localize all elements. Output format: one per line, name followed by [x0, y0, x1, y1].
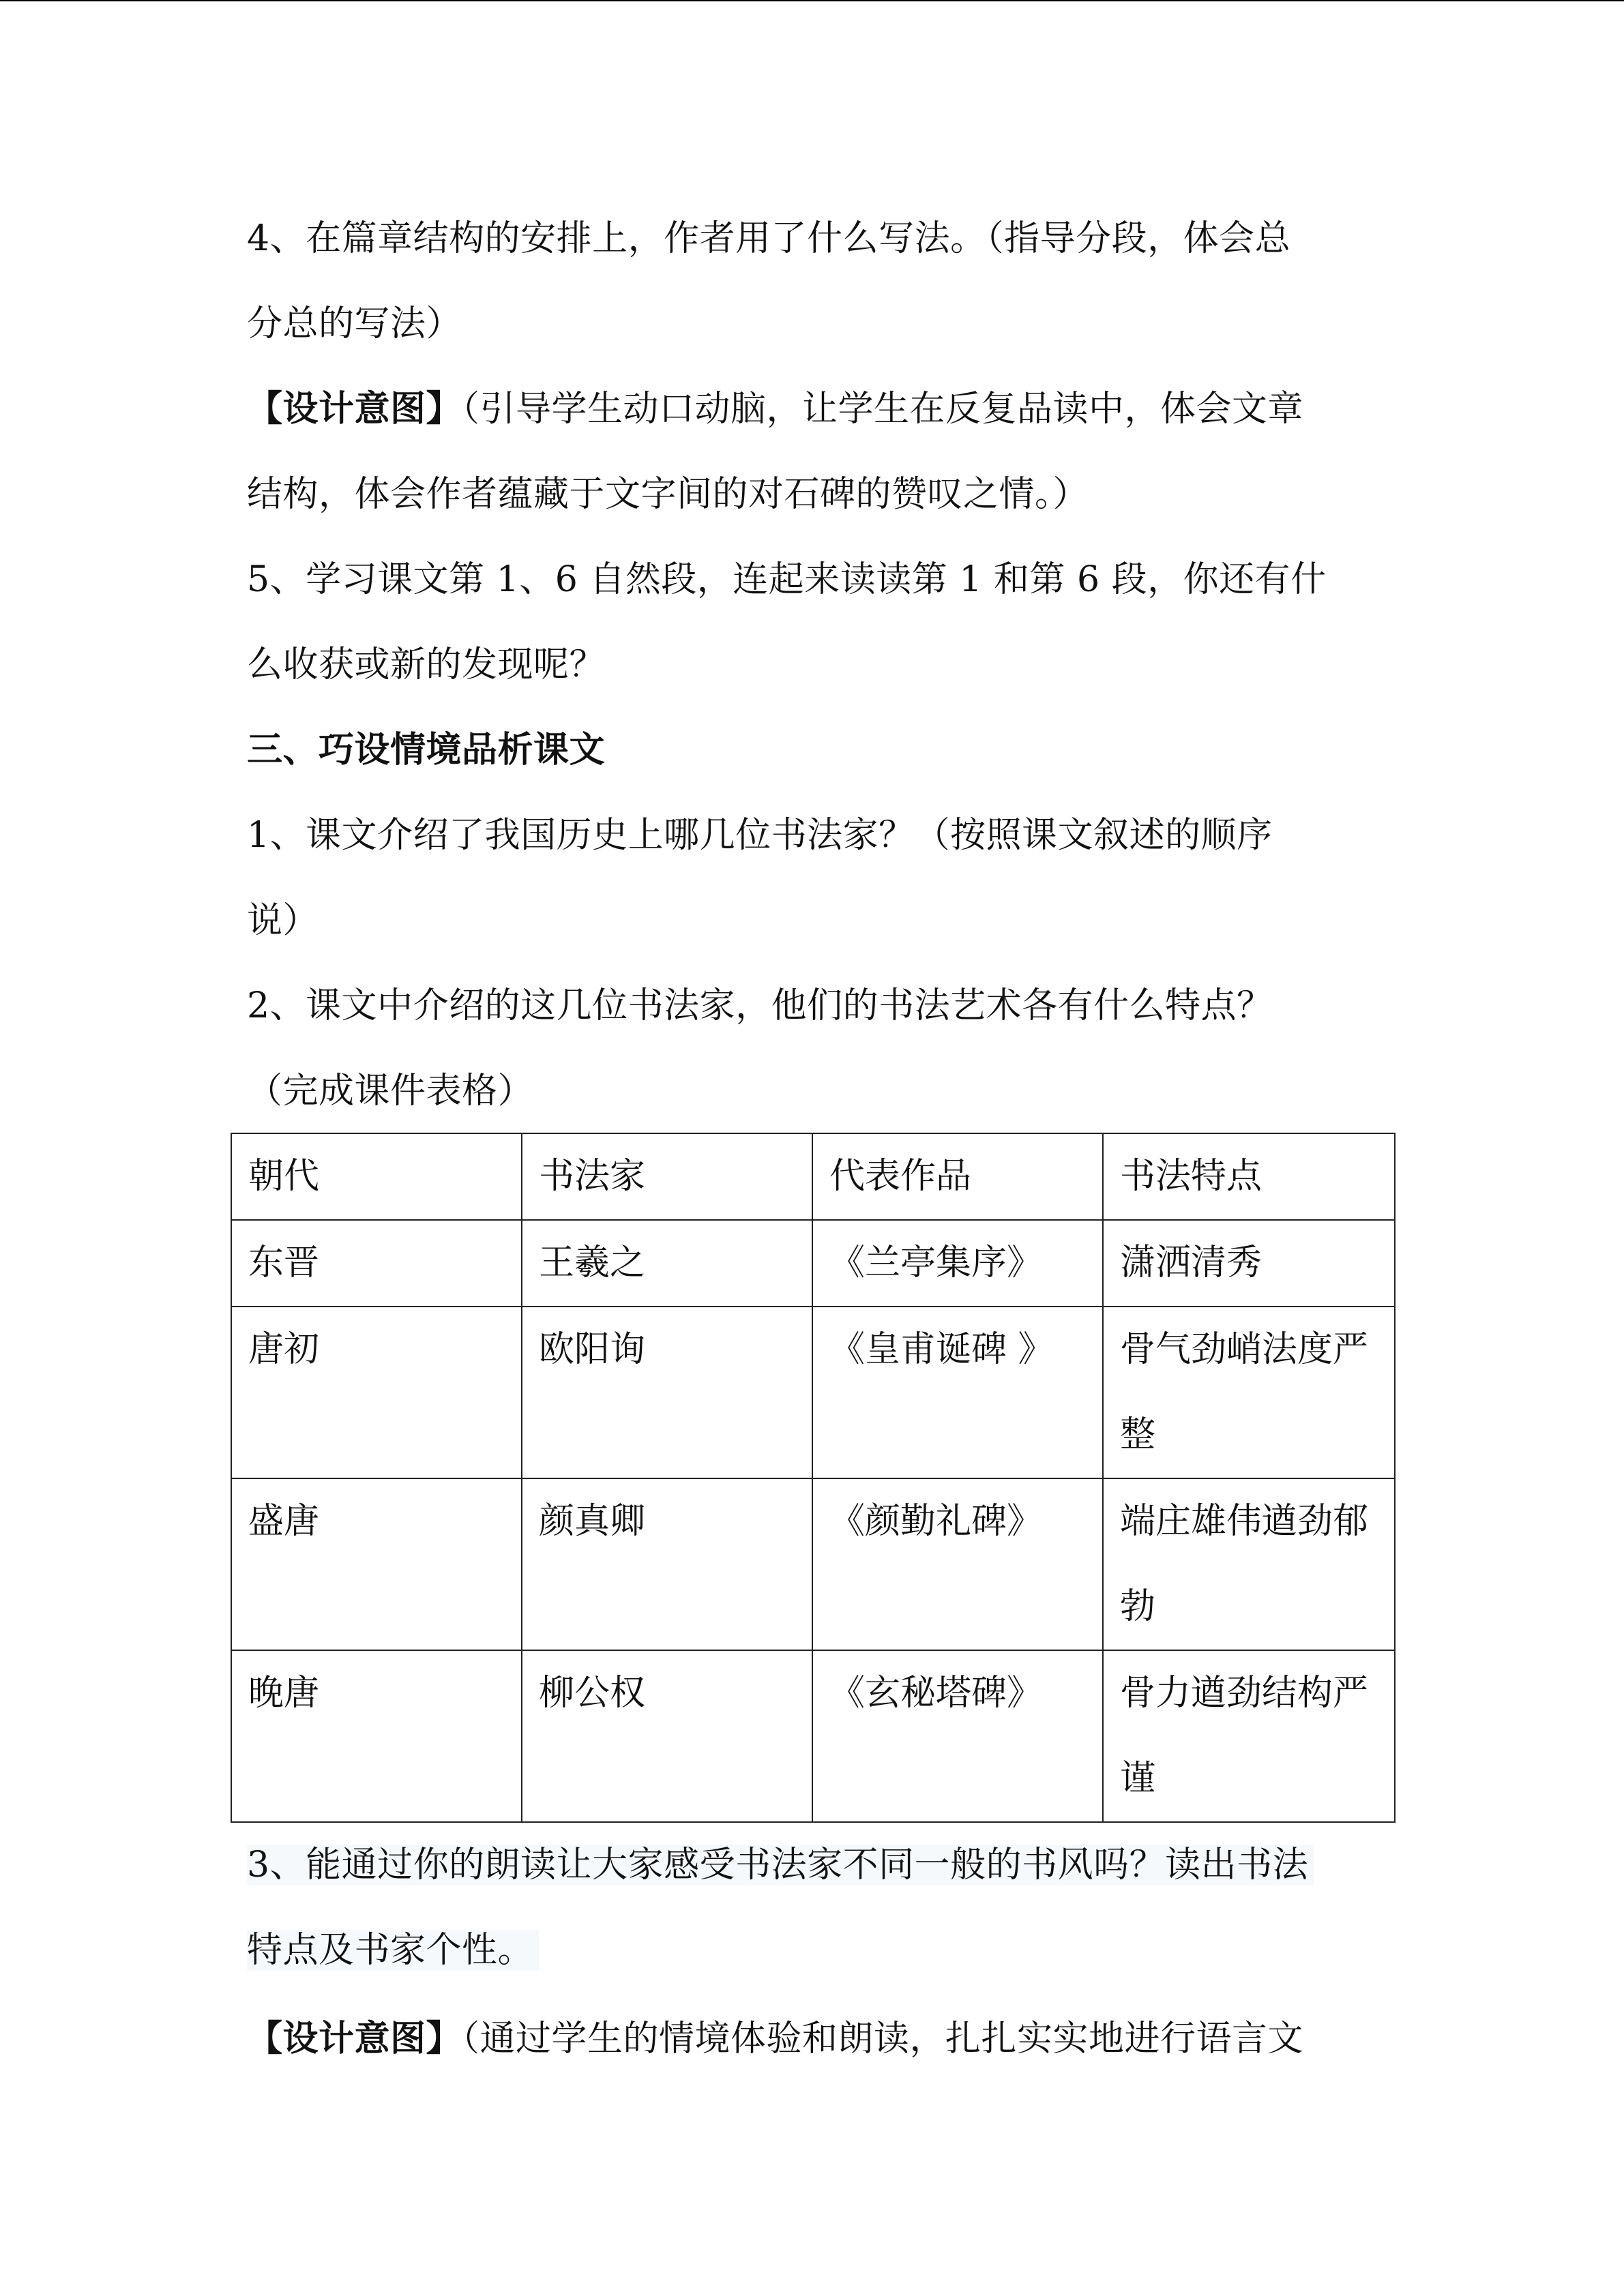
table-header-row — [231, 1133, 1395, 1220]
cell-calligrapher: 柳公权 — [522, 1650, 812, 1822]
cell-work: 《颜勤礼碑》 — [812, 1478, 1103, 1650]
header-calligraphy-feature: 书法特点 — [1103, 1133, 1395, 1220]
cell-feature: 端庄雄伟遒劲郁勃 — [1103, 1478, 1395, 1650]
paragraph-5-line-1: 5、学习课文第 1、6 自然段，连起来读读第 1 和第 6 段，你还有什 — [247, 559, 1327, 600]
cell-calligrapher: 颜真卿 — [522, 1478, 812, 1650]
question-3-line-2 — [247, 1926, 539, 1974]
cell-work: 《玄秘塔碑》 — [812, 1650, 1103, 1822]
cell-dynasty: 盛唐 — [231, 1478, 522, 1650]
question-1-line-1: 1、课文介绍了我国历史上哪几位书法家？（按照课文叙述的顺序 — [247, 815, 1273, 856]
question-2-line-2: （完成课件表格） — [247, 1071, 534, 1112]
table-row — [231, 1650, 1395, 1822]
cell-work: 《兰亭集序》 — [812, 1220, 1103, 1307]
question-2-line-1: 2、课文中介绍的这几位书法家，他们的书法艺术各有什么特点？ — [247, 985, 1273, 1026]
table-row — [231, 1478, 1395, 1650]
header-dynasty: 朝代 — [231, 1133, 522, 1220]
section-3-heading: 三、巧设情境品析课文 — [247, 729, 606, 771]
cell-dynasty: 东晋 — [231, 1220, 522, 1307]
cell-work: 《皇甫诞碑 》 — [812, 1307, 1103, 1478]
cell-calligrapher: 王羲之 — [522, 1220, 812, 1307]
header-representative-work: 代表作品 — [812, 1133, 1103, 1220]
design-intent-text: （引导学生动口动脑，让学生在反复品读中，体会文章 — [462, 389, 1304, 430]
cell-feature: 骨气劲峭法度严整 — [1103, 1307, 1395, 1478]
cell-calligrapher: 欧阳询 — [522, 1307, 812, 1478]
question-3-text-1: 3、能通过你的朗读让大家感受书法家不同一般的书风吗？读出书法 — [247, 1845, 1314, 1885]
header-calligrapher: 书法家 — [522, 1133, 812, 1220]
question-1-line-2: 说） — [247, 900, 319, 941]
calligraphers-table — [231, 1133, 1396, 1823]
paragraph-5-line-2: 么收获或新的发现呢？ — [247, 644, 606, 685]
paragraph-4-line-1: 4、在篇章结构的安排上，作者用了什么写法。（指导分段，体会总 — [247, 218, 1291, 259]
cell-dynasty: 晚唐 — [231, 1650, 522, 1822]
design-intent-label: 【设计意图】 — [247, 388, 462, 430]
cell-dynasty: 唐初 — [231, 1307, 522, 1478]
paragraph-4-line-2: 分总的写法） — [247, 303, 462, 344]
design-intent-1-line-1 — [247, 385, 1303, 433]
design-intent-1-line-2: 结构，体会作者蕴藏于文字间的对石碑的赞叹之情。） — [247, 474, 1089, 515]
question-3-text-2: 特点及书家个性。 — [247, 1930, 539, 1971]
cell-feature: 骨力遒劲结构严谨 — [1103, 1650, 1395, 1822]
page-top-border — [0, 0, 1624, 1]
question-3-line-1 — [247, 1841, 1314, 1889]
design-intent-label: 【设计意图】 — [247, 2018, 462, 2059]
table-row — [231, 1307, 1395, 1478]
design-intent-text: （通过学生的情境体验和朗读，扎扎实实地进行语言文 — [462, 2018, 1304, 2059]
design-intent-2-line-1 — [247, 2015, 1303, 2063]
cell-feature: 潇洒清秀 — [1103, 1220, 1395, 1307]
table-row — [231, 1220, 1395, 1307]
